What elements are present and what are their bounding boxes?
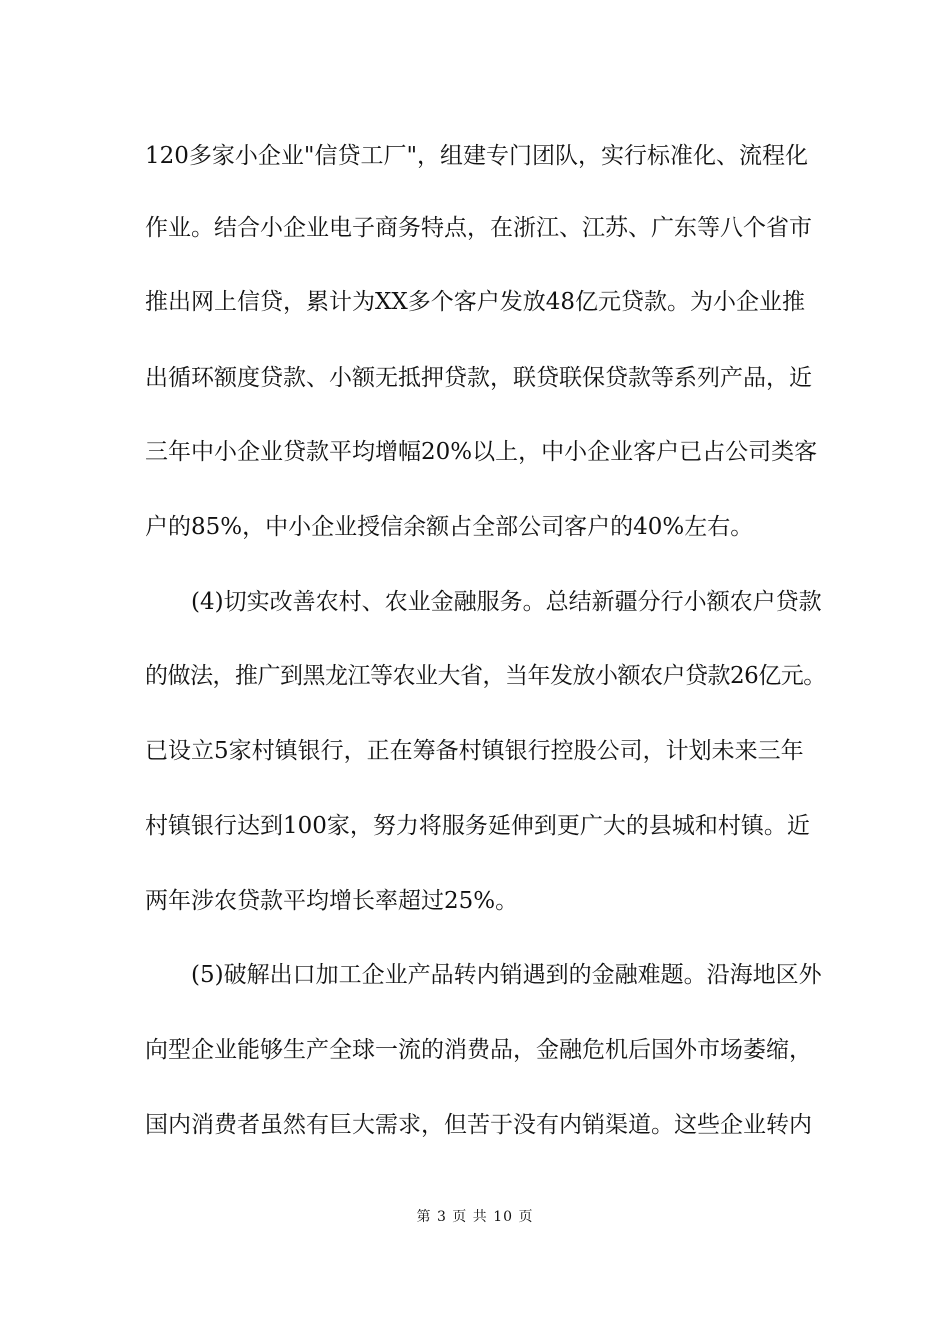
text-line-6: 户的85%，中小企业授信余额占全部公司客户的40%左右。: [145, 514, 754, 540]
text-line-11: 两年涉农贷款平均增长率超过25%。: [145, 888, 519, 914]
text-line-2: 作业。结合小企业电子商务特点，在浙江、江苏、广东等八个省市: [145, 215, 812, 241]
text-line-1: 120多家小企业"信贷工厂"，组建专门团队，实行标准化、流程化: [145, 143, 809, 169]
text-line-13: 向型企业能够生产全球一流的消费品，金融危机后国外市场萎缩，: [145, 1037, 812, 1063]
text-line-3: 推出网上信贷，累计为XX多个客户发放48亿元贷款。为小企业推: [145, 289, 806, 315]
text-line-12: (5)破解出口加工企业产品转内销遇到的金融难题。沿海地区外: [145, 962, 822, 988]
text-line-5: 三年中小企业贷款平均增幅20%以上，中小企业客户已占公司类客: [145, 439, 818, 465]
text-line-4: 出循环额度贷款、小额无抵押贷款，联贷联保贷款等系列产品，近: [145, 365, 812, 391]
text-line-14: 国内消费者虽然有巨大需求，但苦于没有内销渠道。这些企业转内: [145, 1112, 812, 1138]
text-line-9: 已设立5家村镇银行，正在筹备村镇银行控股公司，计划未来三年: [145, 738, 804, 764]
text-line-7: (4)切实改善农村、农业金融服务。总结新疆分行小额农户贷款: [145, 589, 822, 615]
text-line-10: 村镇银行达到100家，努力将服务延伸到更广大的县城和村镇。近: [145, 813, 810, 839]
page-footer: 第 3 页 共 10 页: [416, 1209, 534, 1225]
text-line-8: 的做法，推广到黑龙江等农业大省，当年发放小额农户贷款26亿元。: [145, 663, 826, 689]
